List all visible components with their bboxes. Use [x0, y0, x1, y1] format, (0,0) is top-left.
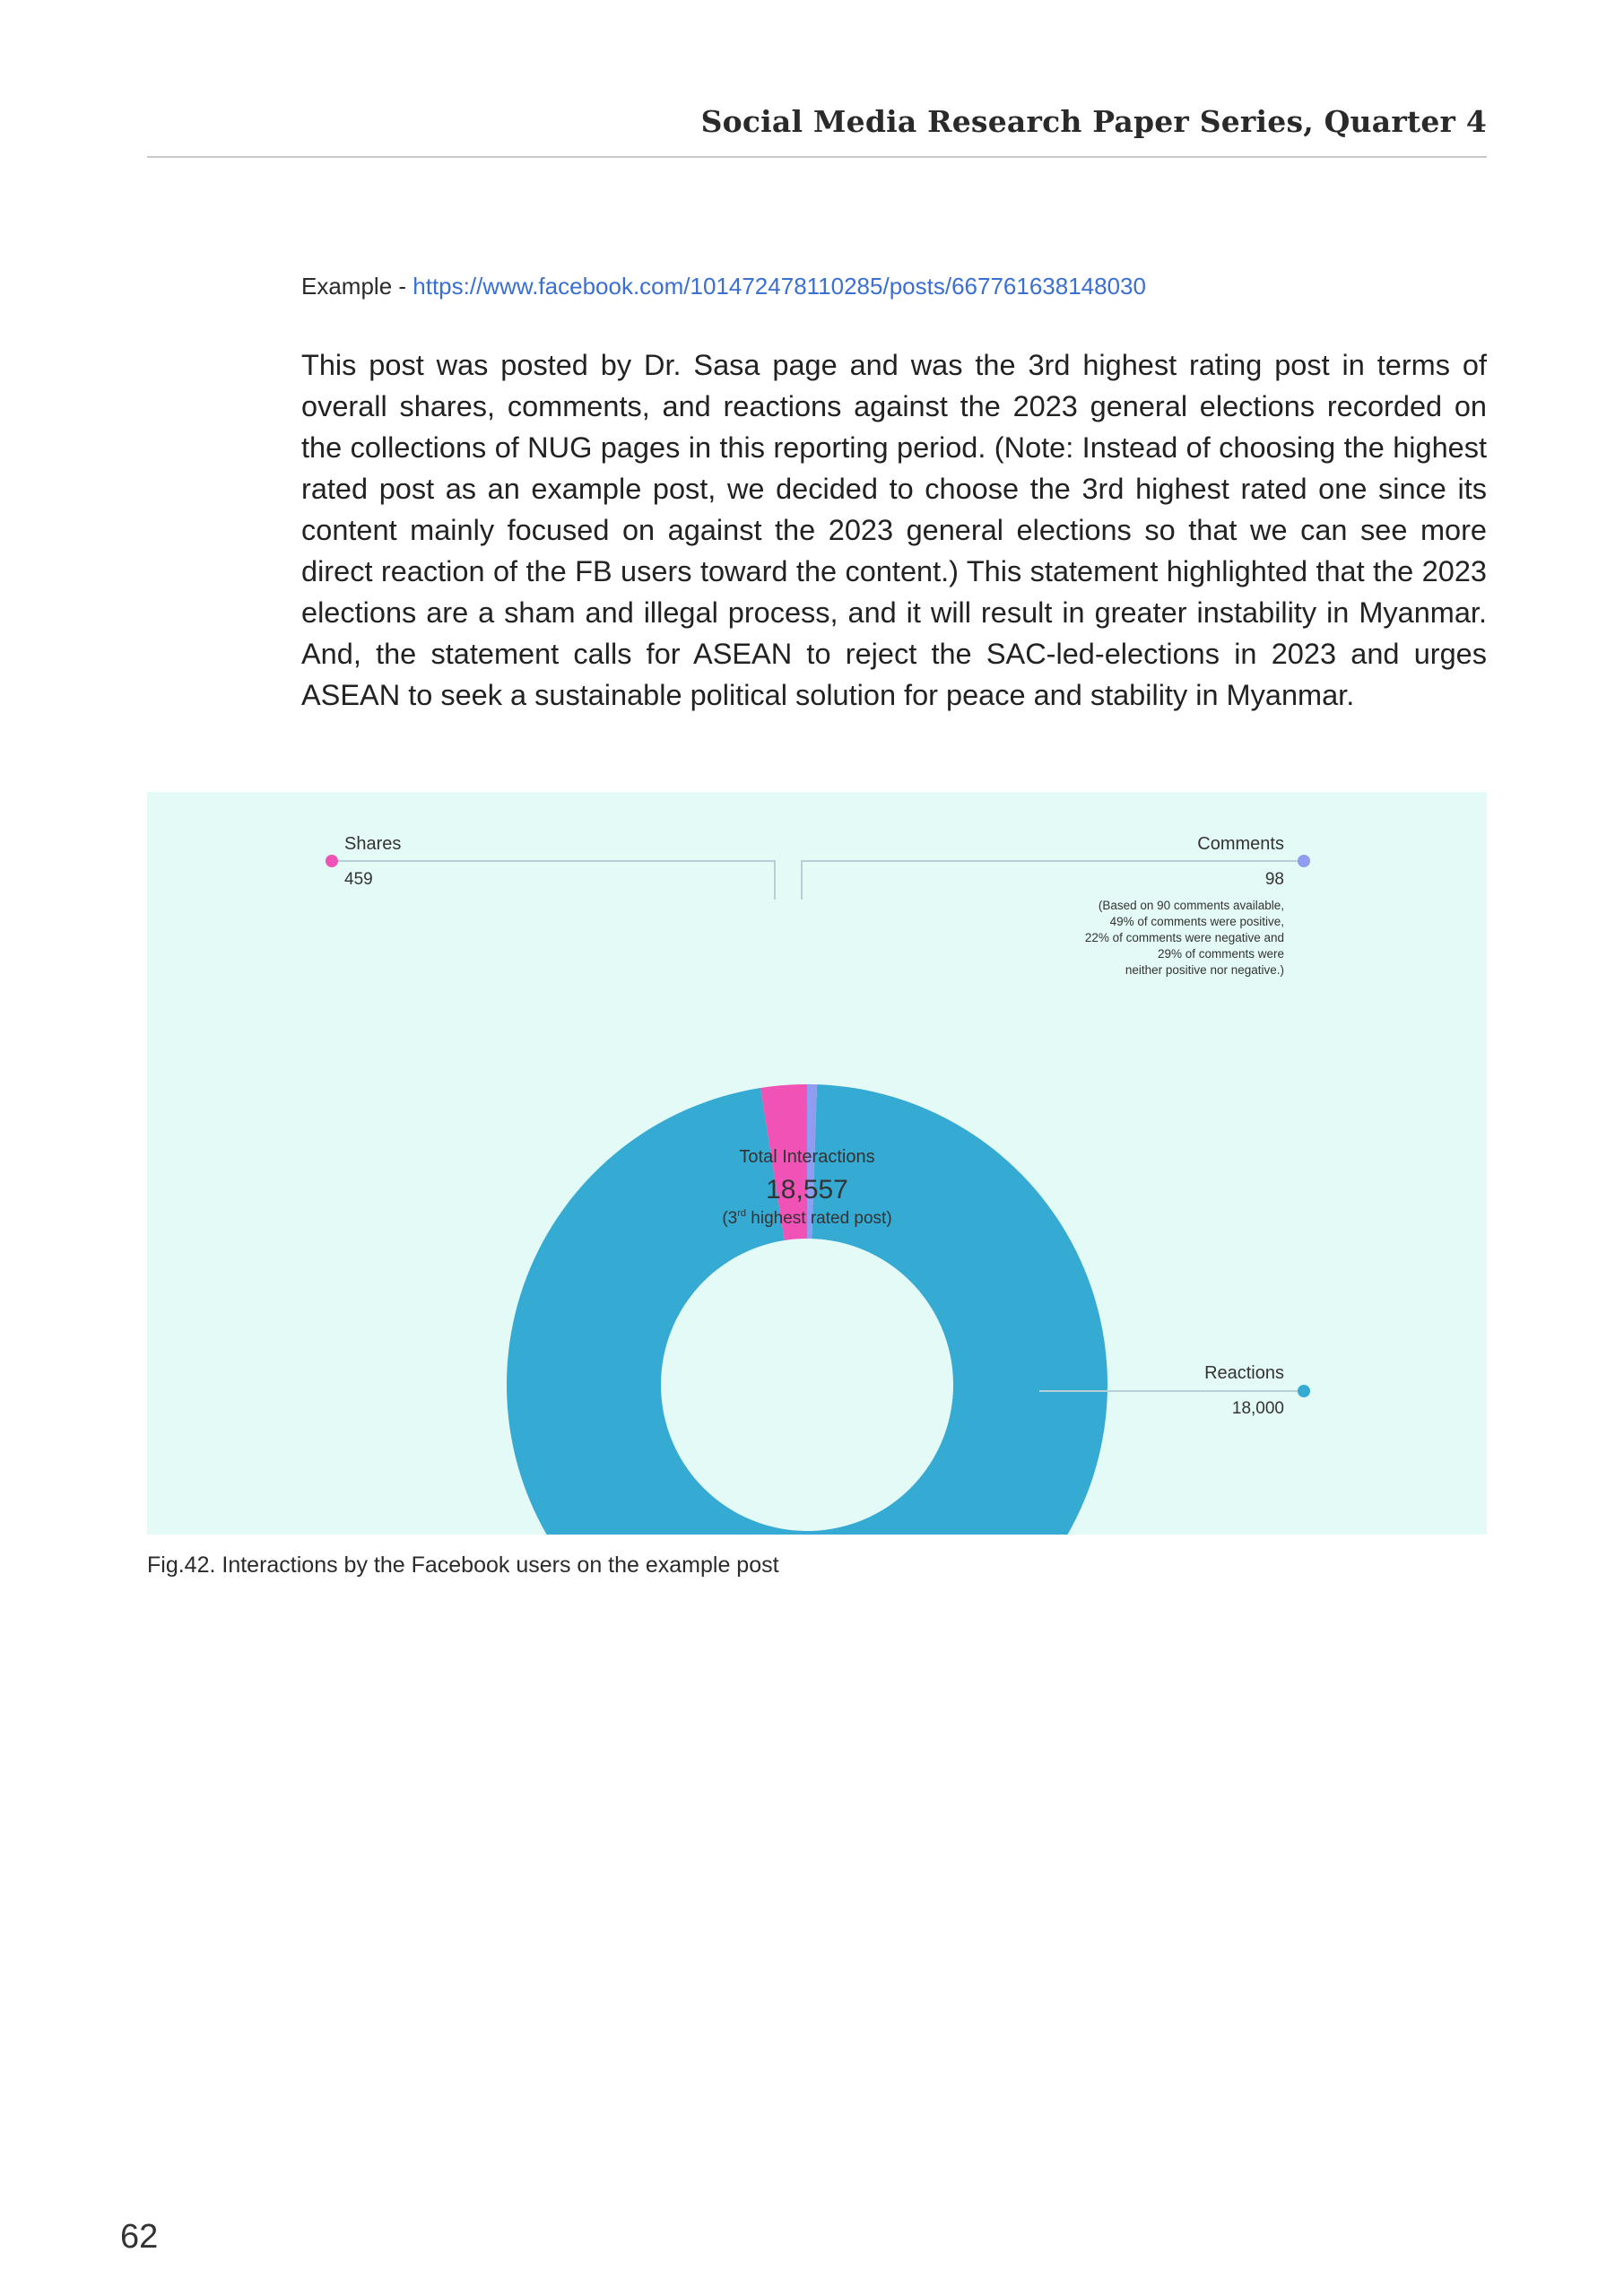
example-link[interactable]: https://www.facebook.com/101472478110285/posts/667761638148030 [413, 273, 1146, 300]
page-number: 62 [120, 2218, 159, 2256]
reactions-label: Reactions [1204, 1363, 1284, 1383]
shares-value: 459 [344, 870, 373, 889]
header-divider [147, 156, 1487, 158]
center-note: (3rd highest rated post) [722, 1208, 892, 1228]
leader-line-shares [332, 861, 775, 900]
comments-note-5: neither positive nor negative.) [1125, 963, 1284, 977]
leader-line-comments [802, 861, 1304, 900]
donut-chart [147, 792, 1487, 1535]
comments-note-4: 29% of comments were [1157, 947, 1284, 961]
running-header: Social Media Research Paper Series, Quarter 4 [700, 104, 1487, 139]
center-title: Total Interactions [739, 1147, 875, 1167]
comments-value: 98 [1264, 870, 1284, 889]
comments-note-2: 49% of comments were positive, [1109, 915, 1284, 928]
legend-dot-shares [326, 855, 338, 867]
comments-label: Comments [1197, 834, 1284, 854]
figure-caption: Fig.42. Interactions by the Facebook users on the example post [147, 1552, 779, 1578]
shares-label: Shares [344, 834, 402, 854]
example-label: Example - [301, 273, 413, 300]
legend-dot-comments [1298, 855, 1310, 867]
body-paragraph: This post was posted by Dr. Sasa page and was the 3rd highest rating post in terms of overall shares, comments, and reactions against the 2023 general elections recorded on the collections of NUG pages in this reporting period. (Note: Instead of choosing the highest rated post as an example post, we decided to choose the 3rd highest rated one since its content mainly focused on against the 2023 general elections so that we can see more direct reaction of the FB users toward the content.) This statement highlighted that the 2023 elections are a sham and illegal process, and it will result in greater instability in Myanmar. And, the statement calls for ASEAN to reject the SAC-led-elections in 2023 and urges ASEAN to seek a sustainable political solution for peace and stability in Myanmar. [301, 349, 1487, 711]
reactions-value: 18,000 [1231, 1399, 1284, 1418]
donut-chart-figure [147, 792, 1487, 1535]
example-line [301, 273, 1146, 300]
legend-dot-reactions [1298, 1385, 1310, 1397]
comments-note-3: 22% of comments were negative and [1084, 931, 1284, 944]
center-total-value: 18,557 [766, 1175, 848, 1205]
comments-note-1: (Based on 90 comments available, [1098, 899, 1284, 912]
